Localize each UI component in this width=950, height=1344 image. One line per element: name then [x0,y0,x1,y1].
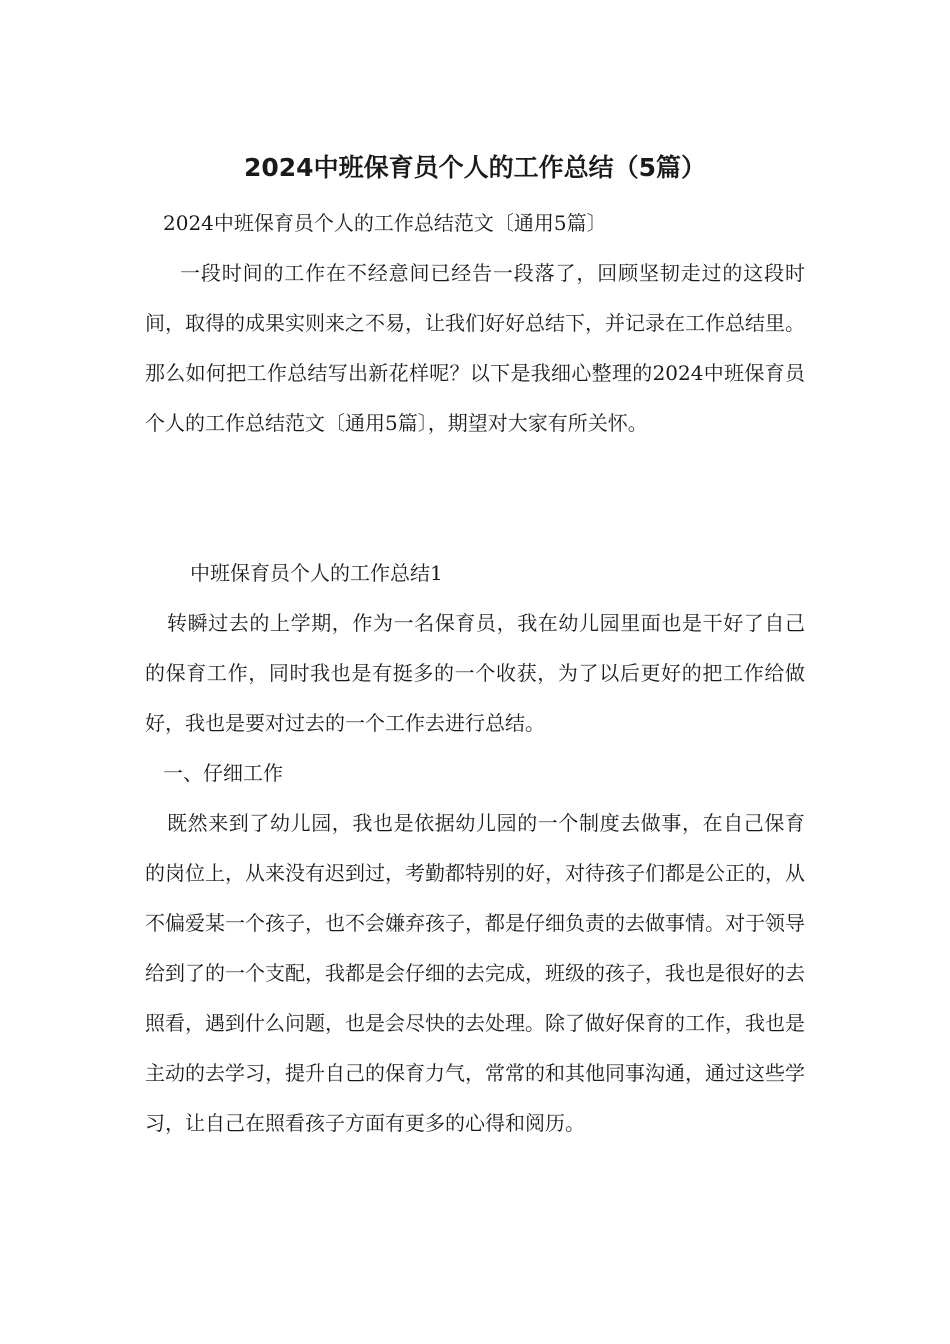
subheading-careful-work: 一、仔细工作 [163,761,283,785]
section-heading-1: 中班保育员个人的工作总结1 [190,561,443,585]
section-1-paragraph-1: 转瞬过去的上学期，作为一名保育员，我在幼儿园里面也是干好了自己的保育工作，同时我也是有挺多的一个收获，为了以后更好的把工作给做好，我也是要对过去的一个工作去进行总结。 [145,611,805,735]
document-title: 2024中班保育员个人的工作总结（5篇） [244,153,706,182]
section-1-paragraph-2: 既然来到了幼儿园，我也是依据幼儿园的一个制度去做事，在自己保育的岗位上，从来没有迟到过，考勤都特别的好，对待孩子们都是公正的，从不偏爱某一个孩子，也不会嫌弃孩子，都是仔细负责的去做事情。对于领导给到了的一个支配，我都是会仔细的去完成，班级的孩子，我也是很好的去照看，遇到什么问题，也是会尽快的去处理。除了做好保育的工作，我也是主动的去学习，提升自己的保育力气，常常的和其他同事沟通，通过这些学习，让自己在照看孩子方面有更多的心得和阅历。 [145,811,805,1135]
document-subtitle: 2024中班保育员个人的工作总结范文〔通用5篇〕 [163,211,607,235]
intro-paragraph: 一段时间的工作在不经意间已经告一段落了，回顾坚韧走过的这段时间，取得的成果实则来之不易，让我们好好总结下，并记录在工作总结里。那么如何把工作总结写出新花样呢？以下是我细心整理的2024中班保育员个人的工作总结范文〔通用5篇〕，期望对大家有所关怀。 [145,261,805,435]
